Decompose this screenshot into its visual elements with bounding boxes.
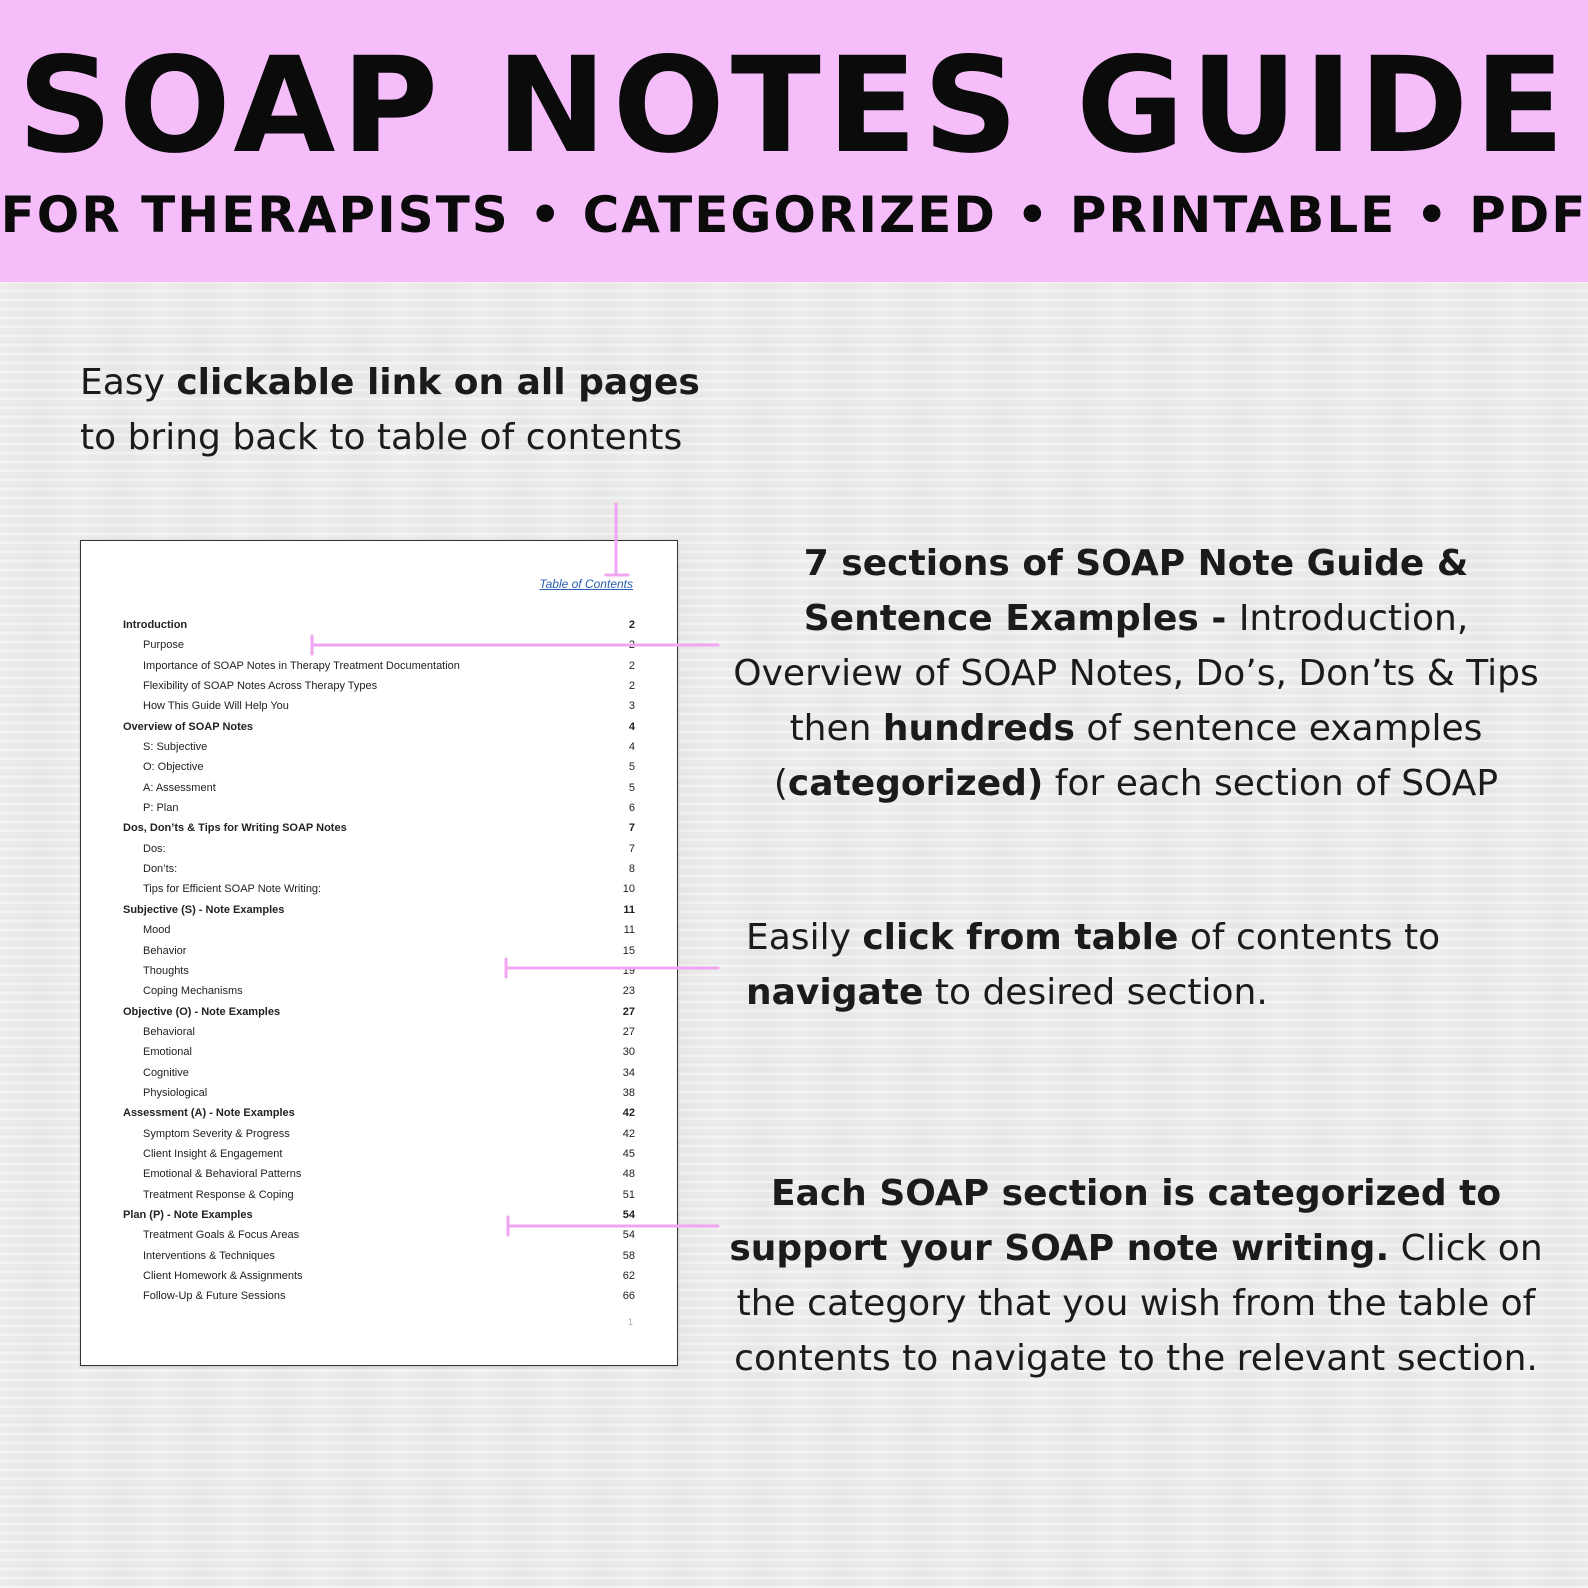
- toc-entry-title: How This Guide Will Help You: [143, 700, 289, 713]
- toc-entry-title: Treatment Response & Coping: [143, 1188, 294, 1201]
- toc-entry-page: 42: [622, 1107, 635, 1120]
- toc-entry-page: 51: [622, 1188, 635, 1201]
- callout-text-run: Each SOAP section is categorized to support your SOAP note writing.: [729, 1173, 1502, 1269]
- toc-entry-title: S: Subjective: [143, 741, 208, 754]
- banner-subtitle: FOR THERAPISTS • CATEGORIZED • PRINTABLE • PDF: [0, 186, 1588, 244]
- toc-entry-title: Importance of SOAP Notes in Therapy Treatment Documentation: [143, 659, 460, 672]
- toc-entry-page: 8: [628, 863, 635, 876]
- toc-entry-page: 45: [622, 1147, 635, 1160]
- toc-entry-page: 4: [628, 720, 635, 733]
- toc-entry-title: Follow-Up & Future Sessions: [143, 1290, 286, 1303]
- toc-entry-title: Introduction: [123, 619, 188, 631]
- toc-entry-title: Behavioral: [143, 1025, 195, 1038]
- callout-text-run: for each section of SOAP: [1043, 763, 1499, 804]
- toc-entry-page: 7: [628, 822, 635, 835]
- toc-entry-title: Subjective (S) - Note Examples: [123, 903, 285, 916]
- toc-entry-page: 54: [622, 1208, 635, 1221]
- toc-entry-page: 54: [622, 1229, 635, 1242]
- callout-text-run: click from table: [862, 917, 1179, 958]
- callout-text-run: Introduction, Overview of SOAP Notes, Do’s, Don’ts & Tips then: [733, 598, 1539, 749]
- toc-entry-page: 27: [622, 1025, 635, 1038]
- toc-entry-page: 3: [628, 700, 635, 713]
- toc-entry-title: Treatment Goals & Focus Areas: [143, 1229, 300, 1242]
- toc-entry-page: 7: [628, 842, 635, 855]
- toc-entry-title: Plan (P) - Note Examples: [123, 1208, 253, 1221]
- page-number: 1: [627, 1317, 633, 1327]
- toc-entry-title: Dos:: [143, 842, 166, 855]
- toc-entry-title: P: Plan: [143, 802, 179, 815]
- toc-entry-page: 34: [622, 1066, 635, 1079]
- toc-entry-title: O: Objective: [143, 761, 204, 774]
- toc-entry-title: Flexibility of SOAP Notes Across Therapy Types: [143, 680, 378, 693]
- toc-entry-title: Symptom Severity & Progress: [143, 1127, 290, 1140]
- toc-entry-title: Thoughts: [143, 964, 189, 977]
- callout-text-run: of sentence examples (: [773, 708, 1483, 804]
- callout-text-run: Easy: [80, 362, 177, 403]
- toc-entry-title: Objective (O) - Note Examples: [123, 1005, 281, 1018]
- toc-entry-page: 48: [622, 1168, 635, 1181]
- toc-entry-page: 66: [622, 1290, 635, 1303]
- toc-entry-page: 38: [622, 1086, 635, 1099]
- toc-entry-page: 23: [622, 985, 635, 998]
- toc-entry-title: Emotional & Behavioral Patterns: [143, 1168, 302, 1181]
- toc-entry-title: Mood: [143, 924, 171, 937]
- toc-entry-page: 5: [628, 761, 635, 774]
- banner-title: SOAP NOTES GUIDE: [17, 29, 1571, 183]
- callout-text-run: Easily: [746, 917, 863, 958]
- toc-entry-page: 2: [628, 639, 635, 652]
- toc-entry-page: 58: [622, 1249, 635, 1262]
- toc-entry-title: Coping Mechanisms: [143, 985, 243, 998]
- toc-entry-title: Purpose: [143, 639, 184, 652]
- callout-text-run: hundreds: [882, 708, 1075, 749]
- toc-entry-title: Assessment (A) - Note Examples: [123, 1107, 295, 1120]
- callout-text-run: to desired section.: [923, 972, 1268, 1013]
- toc-entry-title: Don’ts:: [143, 863, 178, 876]
- toc-entry-page: 11: [623, 903, 635, 916]
- toc-entry-page: 4: [628, 741, 635, 754]
- callout-text-run: clickable link on all pages: [176, 362, 700, 403]
- toc-entry-page: 5: [628, 781, 635, 794]
- toc-entry-title: Emotional: [143, 1046, 192, 1059]
- toc-entry-page: 6: [628, 802, 635, 815]
- toc-entry-page: 30: [622, 1046, 635, 1059]
- callout-text-run: categorized): [787, 763, 1044, 804]
- toc-entry-title: Physiological: [143, 1086, 208, 1099]
- toc-entry-title: Overview of SOAP Notes: [123, 720, 254, 733]
- toc-entry-title: Client Homework & Assignments: [143, 1270, 303, 1282]
- toc-entry-title: Dos, Don’ts & Tips for Writing SOAP Notes: [123, 822, 347, 835]
- callout-text-run: navigate: [746, 972, 924, 1013]
- toc-entry-page: 2: [628, 680, 635, 693]
- toc-entry-title: Client Insight & Engagement: [143, 1147, 283, 1160]
- toc-entry-title: Interventions & Techniques: [143, 1249, 275, 1262]
- toc-entry-title: Behavior: [143, 944, 187, 957]
- toc-entry-page: 11: [623, 924, 635, 937]
- callout-text-run: 7 sections of SOAP Note Guide & Sentence Examples -: [803, 543, 1469, 639]
- callout-text-run: to bring back to table of contents: [80, 417, 683, 458]
- toc-entry-title: Cognitive: [143, 1066, 189, 1079]
- toc-entry-page: 2: [628, 659, 635, 672]
- toc-entry-page: 19: [622, 964, 635, 977]
- toc-entry-page: 10: [622, 883, 635, 896]
- toc-entry-page: 15: [622, 944, 635, 957]
- toc-entry-page: 27: [622, 1005, 635, 1018]
- toc-entry-title: Tips for Efficient SOAP Note Writing:: [143, 883, 322, 896]
- callout-text-run: of contents to: [1178, 917, 1441, 958]
- toc-entry-title: A: Assessment: [143, 781, 216, 794]
- callout-text-run: Click on the category that you wish from the table of contents to navigate to the relevant section.: [734, 1228, 1543, 1379]
- toc-entry-page: 2: [628, 619, 635, 631]
- toc-entry-page: 42: [622, 1127, 635, 1140]
- table-of-contents-link[interactable]: Table of Contents: [539, 577, 633, 591]
- toc-entry-page: 62: [622, 1270, 635, 1282]
